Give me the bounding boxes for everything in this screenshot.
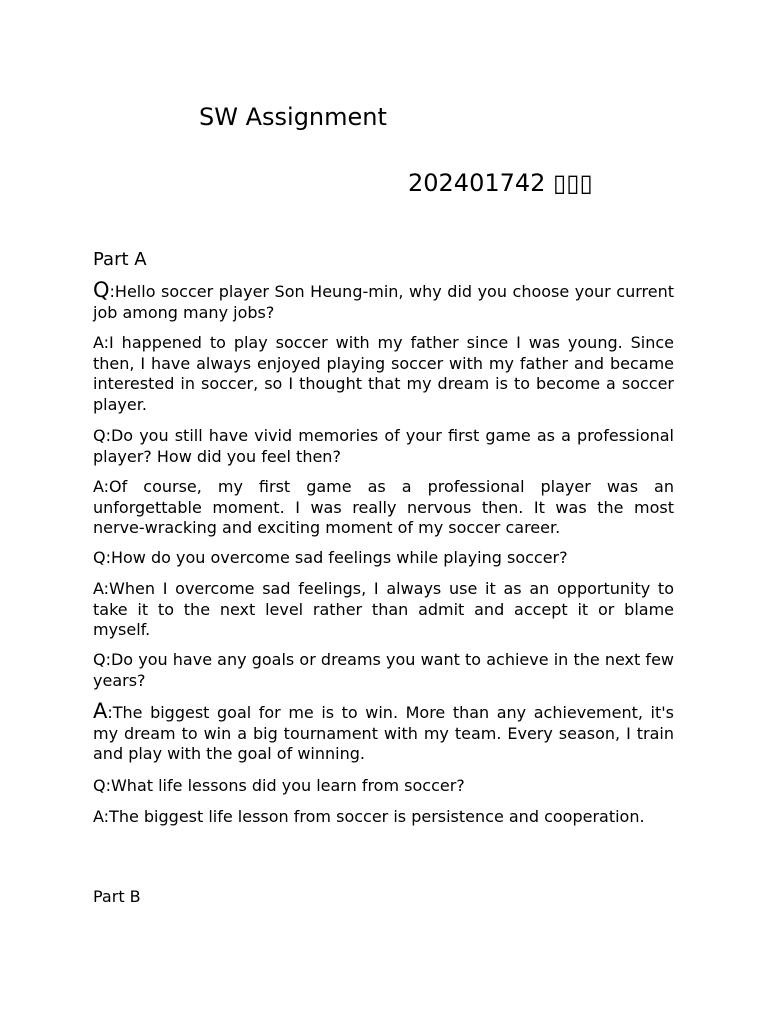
- answer-4: [93, 699, 674, 765]
- question-text: :Hello soccer player Son Heung-min, why did you choose your current job among many jobs?: [93, 282, 674, 322]
- question-prefix: Q: [93, 278, 110, 302]
- answer-5: A:The biggest life lesson from soccer is persistence and cooperation.: [93, 807, 645, 826]
- student-id-line: 202401742 ▯▯▯: [408, 169, 593, 197]
- question-2: Q:Do you still have vivid memories of your first game as a professional player? How did you feel then?: [93, 426, 674, 466]
- answer-3: A:When I overcome sad feelings, I always use it as an opportunity to take it to the next level rather than admit and accept it or blame myself.: [93, 579, 674, 640]
- question-3: Q:How do you overcome sad feelings while playing soccer?: [93, 548, 568, 567]
- part-a-heading: Part A: [93, 249, 147, 270]
- document-title: SW Assignment: [199, 103, 387, 131]
- question-1: [93, 278, 674, 323]
- answer-2: A:Of course, my first game as a professional player was an unforgettable moment. I was really nervous then. It was the most nerve-wracking and exciting moment of my soccer career.: [93, 477, 674, 538]
- answer-1: A:I happened to play soccer with my father since I was young. Since then, I have always enjoyed playing soccer with my father and became interested in soccer, so I thought that my dream is to become a soccer player.: [93, 333, 674, 415]
- part-b-heading: Part B: [93, 887, 141, 906]
- answer-prefix: A: [93, 699, 108, 723]
- question-4: Q:Do you have any goals or dreams you want to achieve in the next few years?: [93, 650, 674, 690]
- answer-text: :The biggest goal for me is to win. More than any achievement, it's my dream to win a big tournament with my team. Every season, I train and play with the goal of winning.: [93, 703, 674, 764]
- question-5: Q:What life lessons did you learn from soccer?: [93, 776, 465, 795]
